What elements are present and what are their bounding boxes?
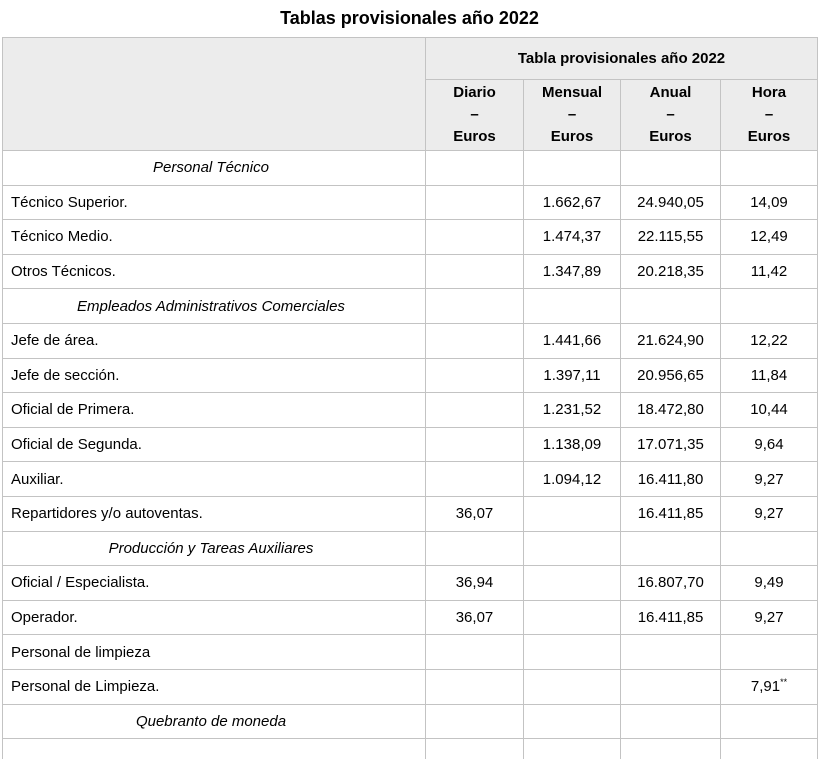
- value-cell: [721, 151, 818, 186]
- row-label: Oficial de Primera.: [3, 393, 426, 428]
- value-cell: 9,27: [721, 496, 818, 531]
- value-cell: [426, 427, 524, 462]
- column-separator: –: [567, 106, 577, 123]
- table-row: [3, 185, 818, 220]
- column-separator: –: [666, 106, 675, 123]
- table-row: [3, 704, 818, 739]
- row-label: Repartidores y/o autoventas.: [3, 496, 426, 531]
- value-cell: 9,64: [721, 427, 818, 462]
- row-label: Jefe de área.: [3, 323, 426, 358]
- value-cell: [426, 220, 524, 255]
- value-cell: 22.115,55: [621, 220, 721, 255]
- column-header-anual: [621, 80, 721, 151]
- value-cell: 16.411,85: [621, 600, 721, 635]
- table-row: [3, 496, 818, 531]
- value-cell: 14,09: [721, 185, 818, 220]
- table-row: [3, 635, 818, 670]
- value-cell: 11,84: [721, 358, 818, 393]
- value-cell: 16.807,70: [621, 566, 721, 601]
- value-cell: 1.441,66: [524, 323, 621, 358]
- row-label: Personal Técnico: [3, 151, 426, 186]
- column-unit: Euros: [649, 128, 692, 145]
- footnote-marker: **: [780, 677, 788, 688]
- table-row: [3, 600, 818, 635]
- value-cell: [721, 704, 818, 739]
- group-header: Tabla provisionales año 2022: [426, 38, 818, 80]
- value-cell: [524, 600, 621, 635]
- value-cell: 1.397,11: [524, 358, 621, 393]
- value-cell: [524, 704, 621, 739]
- table-row: [3, 531, 818, 566]
- corner-cell: [3, 38, 426, 151]
- row-label: Auxiliar.: [3, 462, 426, 497]
- value-cell: [426, 151, 524, 186]
- row-label: Oficial de Segunda.: [3, 427, 426, 462]
- row-label: Técnico Superior.: [3, 185, 426, 220]
- table-row: [3, 151, 818, 186]
- column-header-diario: [426, 80, 524, 151]
- value-cell: 1.094,12: [524, 462, 621, 497]
- table-row: [3, 358, 818, 393]
- value-cell: 17.071,35: [621, 427, 721, 462]
- row-label: Oficial / Especialista.: [3, 566, 426, 601]
- table-row: [3, 254, 818, 289]
- row-label: Quebranto de moneda: [3, 704, 426, 739]
- value-cell: 18.472,80: [621, 393, 721, 428]
- row-label: Operador.: [3, 600, 426, 635]
- value-cell: 36,94: [426, 566, 524, 601]
- page-title: Tablas provisionales año 2022: [280, 8, 539, 28]
- value-cell: 16.411,80: [621, 462, 721, 497]
- table-row: [3, 462, 818, 497]
- value-cell: [524, 531, 621, 566]
- table-row: [3, 289, 818, 324]
- value-cell: [426, 704, 524, 739]
- value-cell: [426, 462, 524, 497]
- value-cell: [621, 669, 721, 704]
- table-header: [3, 38, 818, 151]
- value-cell: 36,07: [426, 600, 524, 635]
- column-unit: Euros: [747, 128, 791, 145]
- row-label: Técnico Medio.: [3, 220, 426, 255]
- value-cell: [426, 669, 524, 704]
- value-cell: 9,27: [721, 462, 818, 497]
- row-label: Otros Técnicos.: [3, 254, 426, 289]
- row-label: Producción y Tareas Auxiliares: [3, 531, 426, 566]
- value-cell: 10,44: [721, 393, 818, 428]
- value-cell: [426, 185, 524, 220]
- column-label: Mensual: [541, 84, 602, 101]
- value-cell: [621, 531, 721, 566]
- value-cell: [426, 531, 524, 566]
- value-cell: 7,91**: [721, 669, 818, 704]
- column-header-hora: [721, 80, 818, 151]
- value-cell: 1.347,89: [524, 254, 621, 289]
- column-label: Hora: [751, 84, 787, 101]
- value-cell: 16.411,85: [621, 496, 721, 531]
- value-cell: [426, 323, 524, 358]
- value-cell: 1.138,09: [524, 427, 621, 462]
- value-cell: [721, 289, 818, 324]
- value-cell: [524, 496, 621, 531]
- group-header-row: [3, 38, 818, 80]
- value-cell: 12,49: [721, 220, 818, 255]
- row-label: Personal de Limpieza.: [3, 669, 426, 704]
- column-label: Anual: [649, 84, 692, 101]
- row-label: [3, 739, 426, 759]
- value-cell: [426, 358, 524, 393]
- table-row: [3, 566, 818, 601]
- value-cell: [426, 635, 524, 670]
- value-cell: 21.624,90: [621, 323, 721, 358]
- value-cell: 12,22: [721, 323, 818, 358]
- table-body: [3, 151, 818, 759]
- column-separator: –: [764, 106, 774, 123]
- table-row: [3, 739, 818, 759]
- column-separator: –: [470, 106, 479, 123]
- value-cell: [524, 635, 621, 670]
- value-cell: [524, 739, 621, 759]
- value-cell: [426, 254, 524, 289]
- table-row: [3, 220, 818, 255]
- value-cell: [721, 635, 818, 670]
- value-cell: [621, 635, 721, 670]
- value-cell: 9,49: [721, 566, 818, 601]
- column-unit: Euros: [453, 128, 496, 145]
- column-label: Diario: [453, 84, 496, 101]
- value-cell: 1.231,52: [524, 393, 621, 428]
- value-cell: 11,42: [721, 254, 818, 289]
- value-cell: [621, 289, 721, 324]
- table-row: [3, 323, 818, 358]
- value-cell: [721, 531, 818, 566]
- value-cell: [426, 289, 524, 324]
- value-cell: [524, 289, 621, 324]
- value-cell: [621, 704, 721, 739]
- row-label: Jefe de sección.: [3, 358, 426, 393]
- column-header-mensual: [524, 80, 621, 151]
- value-cell: [621, 739, 721, 759]
- value-cell: [721, 739, 818, 759]
- value-cell: 20.956,65: [621, 358, 721, 393]
- value-cell: 1.474,37: [524, 220, 621, 255]
- value-cell: 9,27: [721, 600, 818, 635]
- value-cell: [524, 151, 621, 186]
- table-row: [3, 393, 818, 428]
- row-label: Empleados Administrativos Comerciales: [3, 289, 426, 324]
- value-cell: [524, 669, 621, 704]
- salary-table: [2, 37, 818, 759]
- value-cell: 24.940,05: [621, 185, 721, 220]
- value-cell: 20.218,35: [621, 254, 721, 289]
- row-label: Personal de limpieza: [3, 635, 426, 670]
- value-cell: [426, 393, 524, 428]
- value-cell: [621, 151, 721, 186]
- value-cell: [524, 566, 621, 601]
- table-row: [3, 669, 818, 704]
- value-cell: 1.662,67: [524, 185, 621, 220]
- value-cell: 36,07: [426, 496, 524, 531]
- column-unit: Euros: [550, 128, 594, 145]
- table-row: [3, 427, 818, 462]
- value-cell: [426, 739, 524, 759]
